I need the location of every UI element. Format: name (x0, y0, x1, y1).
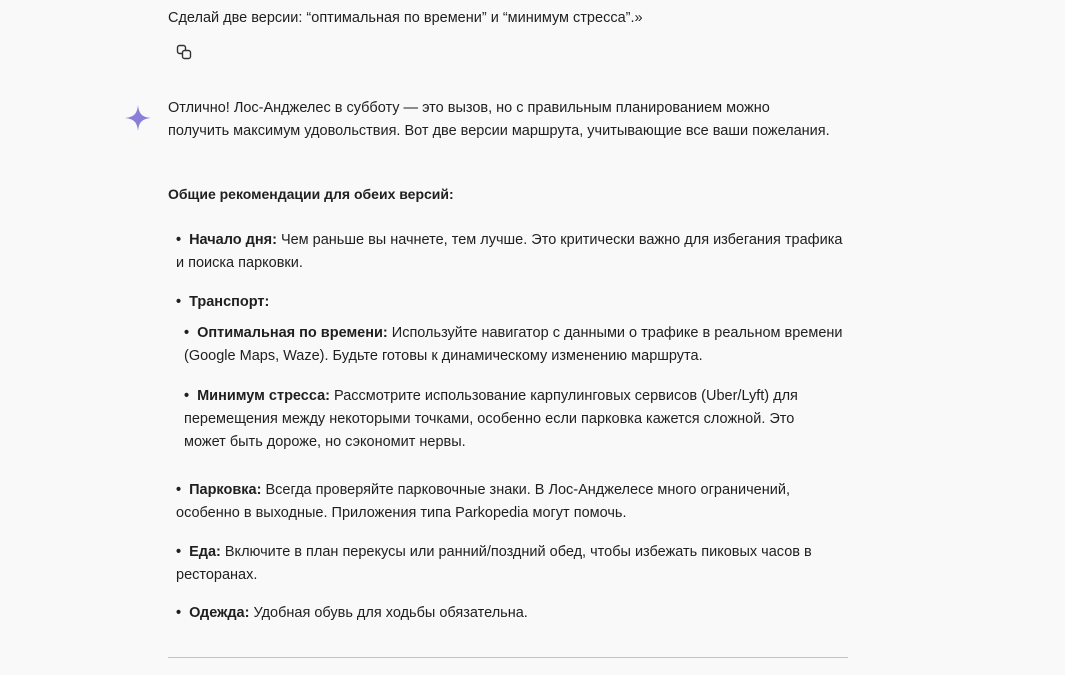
list-item: • Транспорт: (176, 294, 270, 310)
sparkle-icon (124, 104, 152, 132)
item-title: Начало дня: (189, 232, 277, 248)
assistant-intro: Отлично! Лос-Анджелес в субботу — это вызов, но с правильным планированием можно получить максимум удовольствия. Вот две версии маршрута, учитывающие все ваши пожелания. (168, 100, 830, 139)
list-item: • Начало дня: Чем раньше вы начнете, тем лучше. Это критически важно для избегания трафика и поиска парковки. (176, 232, 843, 271)
item-text: Рассмотрите использование карпулинговых сервисов (Uber/Lyft) для перемещения между некоторыми точками, особенно если парковка кажется сложной. Это может быть дороже, но сэкономит нервы. (184, 388, 798, 450)
list-item: • Еда: Включите в план перекусы или ранний/поздний обед, чтобы избежать пиковых часов в ресторанах. (176, 544, 812, 583)
item-title: Транспорт: (189, 294, 270, 310)
item-title: Одежда: (189, 605, 250, 621)
item-title: Еда: (189, 544, 221, 560)
list-item: • Одежда: Удобная обувь для ходьбы обязательна. (176, 605, 528, 621)
list-item: • Минимум стресса: Рассмотрите использование карпулинговых сервисов (Uber/Lyft) для перемещения между некоторыми точками, особенно если парковка кажется сложной. Это может быть дороже, но сэкономит нервы. (184, 388, 798, 450)
item-text: Всегда проверяйте парковочные знаки. В Лос-Анджелесе много ограничений, особенно в выходные. Приложения типа Parkopedia могут помочь. (176, 482, 790, 521)
assistant-message (168, 97, 840, 143)
copy-button[interactable] (172, 40, 196, 64)
list-item: • Парковка: Всегда проверяйте парковочные знаки. В Лос-Анджелесе много ограничений, особенно в выходные. Приложения типа Parkopedia могут помочь. (176, 482, 790, 521)
item-title: Оптимальная по времени: (197, 325, 388, 341)
section-title: Общие рекомендации для обеих версий: (168, 186, 454, 202)
item-text: Удобная обувь для ходьбы обязательна. (253, 605, 528, 621)
item-text: Чем раньше вы начнете, тем лучше. Это критически важно для избегания трафика и поиска парковки. (176, 232, 843, 271)
item-title: Парковка: (189, 482, 262, 498)
user-message: Сделай две версии: “оптимальная по времени” и “минимум стресса”.» (168, 10, 643, 26)
list-item: • Оптимальная по времени: Используйте навигатор с данными о трафике в реальном времени (Google Maps, Waze). Будьте готовы к динамическому изменению маршрута. (184, 325, 843, 364)
item-title: Минимум стресса: (197, 388, 330, 404)
divider (168, 657, 848, 658)
copy-icon (176, 44, 192, 60)
item-text: Включите в план перекусы или ранний/поздний обед, чтобы избежать пиковых часов в ресторанах. (176, 544, 812, 583)
item-text: Используйте навигатор с данными о трафике в реальном времени (Google Maps, Waze). Будьте готовы к динамическому изменению маршрута. (184, 325, 843, 364)
